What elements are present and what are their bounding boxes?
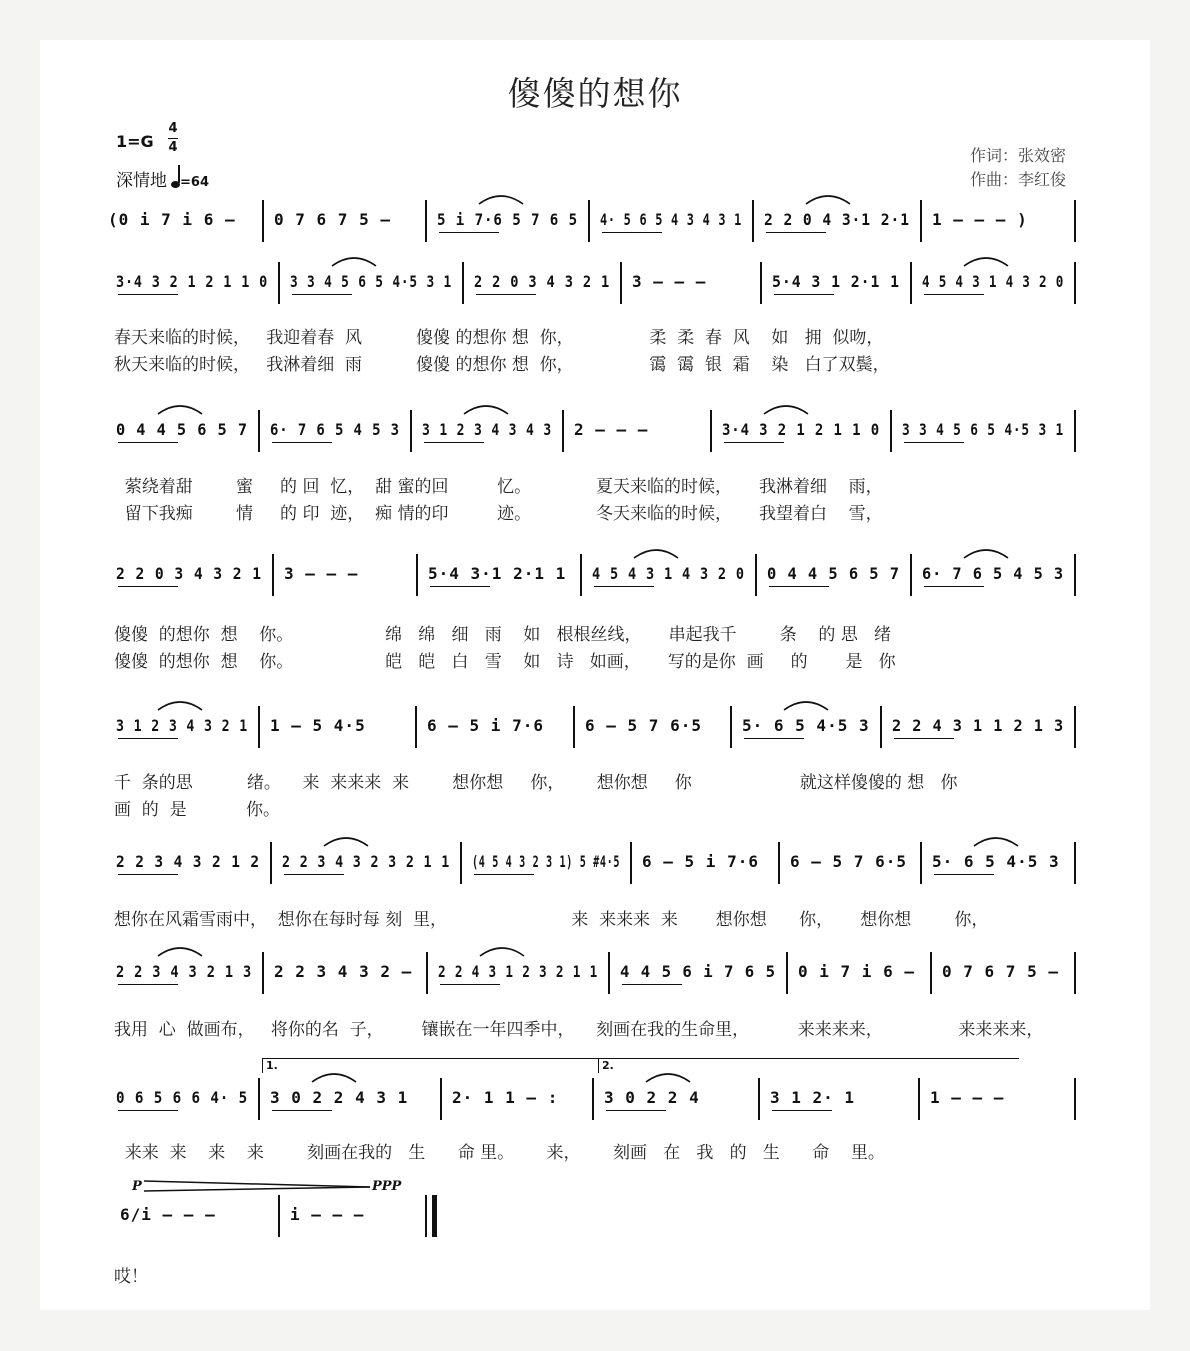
- bar-line: [1074, 952, 1076, 994]
- slur-mark: [478, 944, 526, 958]
- beam-line: [474, 874, 534, 875]
- measure-notes: 2 2 0 4 3·1 2·1: [764, 210, 910, 229]
- measure-notes: 4 4 5 6 i 7 6 5: [620, 962, 776, 981]
- measure-notes: 3 1 2 3 4 3 4 3: [422, 420, 552, 439]
- measure-notes: 6 – 5 7 6·5: [585, 716, 702, 735]
- beam-line: [602, 232, 662, 233]
- measure-notes: 0 7 6 7 5 –: [274, 210, 391, 229]
- beam-line: [284, 874, 344, 875]
- bar-line: [786, 952, 788, 994]
- decrescendo-hairpin: [142, 1179, 372, 1193]
- measure-notes: 3 1 2· 1: [770, 1088, 856, 1107]
- measure-notes: 2 2 3 4 3 2 1 3: [116, 962, 253, 981]
- measure-notes: 5·4 3 1 2·1 1: [772, 272, 901, 291]
- composer: 作曲：李红俊: [970, 170, 1067, 189]
- measure-notes: 5· 6 5 4·5 3: [932, 852, 1060, 871]
- bar-line: [278, 1195, 280, 1237]
- measure-notes: 6· 7 6 5 4 5 3: [922, 564, 1065, 583]
- bar-line: [562, 410, 564, 452]
- measure-notes: 6/i – – –: [120, 1205, 216, 1224]
- bar-line: [410, 410, 412, 452]
- lyric-line: 傻傻 的想你 想 你。 绵 绵 细 雨 如 根根丝线， 串起我千 条 的 思 绪: [114, 625, 892, 645]
- bar-line: [730, 706, 732, 748]
- lyric-line: 春天来临的时候， 我迎着春 风 傻傻 的想你 想 你， 柔 柔 春 风 如 拥 似吻，: [114, 328, 884, 348]
- measure-notes: 5 i 7·6 5 7 6 5: [437, 210, 578, 229]
- beam-line: [904, 442, 964, 443]
- bar-line: [1074, 1078, 1076, 1120]
- measure-notes: 0 7 6 7 5 –: [942, 962, 1059, 981]
- bar-line: [1074, 554, 1076, 596]
- beam-line: [440, 984, 500, 985]
- closing-bar-line: [1074, 200, 1076, 242]
- bar-line: [270, 842, 272, 884]
- measure-notes: 0 6 5 6 6 4· 5: [116, 1088, 249, 1107]
- slur-mark: [156, 402, 204, 416]
- measure-notes: 2 2 4 3 1 2 3 2 1 1: [438, 962, 599, 981]
- measure-notes: 3 1 2 3 4 3 2 1: [116, 716, 249, 735]
- beam-line: [774, 294, 834, 295]
- slur-mark: [156, 698, 204, 712]
- tempo-marking: [116, 166, 209, 191]
- beam-line: [606, 1110, 666, 1111]
- beam-line: [272, 442, 332, 443]
- beam-line: [439, 232, 499, 233]
- beam-line: [430, 586, 490, 587]
- final-bar-thin: [425, 1195, 427, 1237]
- measure-notes: 3 0 2 2 4 3 1: [270, 1088, 409, 1107]
- beam-line: [769, 586, 829, 587]
- slur-mark: [782, 698, 830, 712]
- measure-notes: 3·4 3 2 1 2 1 1 0: [116, 272, 269, 291]
- beam-line: [772, 1110, 832, 1111]
- bar-line: [918, 1078, 920, 1120]
- bar-line: [573, 706, 575, 748]
- measure-notes: 5· 6 5 4·5 3: [742, 716, 870, 735]
- measure-notes: 4 5 4 3 1 4 3 2 0: [922, 272, 1065, 291]
- measure-notes: 0 4 4 5 6 5 7: [767, 564, 900, 583]
- bar-line: [710, 410, 712, 452]
- beam-line: [118, 1110, 178, 1111]
- measure-notes: 6 – 5 i 7·6: [642, 852, 759, 871]
- measure-notes: 3 3 4 5 6 5 4·5 3 1: [290, 272, 453, 291]
- bar-line: [416, 554, 418, 596]
- beam-line: [924, 294, 984, 295]
- lyric-line: 秋天来临的时候， 我淋着细 雨 傻傻 的想你 想 你， 霭 霭 银 霜 染 白了双鬓，: [114, 355, 890, 375]
- beam-line: [766, 232, 826, 233]
- slur-mark: [632, 546, 680, 560]
- beam-line: [476, 294, 536, 295]
- beam-line: [424, 442, 484, 443]
- beam-line: [118, 984, 178, 985]
- bar-line: [258, 410, 260, 452]
- measure-notes: 2 2 0 3 4 3 2 1: [116, 564, 262, 583]
- measure-notes: 2 2 3 4 3 2 1 2: [116, 852, 261, 871]
- slur-mark: [477, 192, 525, 206]
- bar-line: [262, 952, 264, 994]
- volta-bracket: [598, 1058, 1019, 1073]
- measure-notes: 6 – 5 i 7·6: [427, 716, 544, 735]
- lyric-line: 想你在风霜雪雨中， 想你在每时每 刻 里， 来 来来来 来 想你想 你， 想你想 你，: [114, 910, 989, 930]
- bar-line: [758, 1078, 760, 1120]
- measure-notes: (0 i 7 i 6 –: [108, 210, 236, 229]
- bar-line: [415, 706, 417, 748]
- slur-mark: [462, 402, 510, 416]
- lyric-line: 千 条的思 绪。 来 来来来 来 想你想 你， 想你想 你 就这样傻傻的 想 你: [114, 773, 958, 793]
- credits: [970, 144, 1066, 192]
- dynamic-end: PPP: [372, 1179, 402, 1194]
- lyric-line: 傻傻 的想你 想 你。 皑 皑 白 雪 如 诗 如画， 写的是你 画 的 是 你: [114, 652, 896, 672]
- measure-notes: 2· 1 1 – :: [452, 1088, 559, 1107]
- bar-line: [620, 262, 622, 304]
- bar-line: [462, 262, 464, 304]
- beam-line: [934, 874, 994, 875]
- lyric-line: 留下我痴 情 的 印 迹， 痴 情的印 迹。 冬天来临的时候， 我望着白 雪，: [114, 504, 883, 524]
- lyric-line: 画 的 是 你。: [114, 800, 281, 820]
- volta-label: 1.: [266, 1059, 278, 1072]
- bar-line: [1074, 410, 1076, 452]
- time-bottom: 4: [168, 140, 178, 155]
- measure-notes: 2 2 3 4 3 2 –: [274, 962, 413, 981]
- measure-notes: 2 2 0 3 4 3 2 1: [474, 272, 611, 291]
- measure-notes: 6· 7 6 5 4 5 3: [270, 420, 400, 439]
- bar-line: [880, 706, 882, 748]
- volta-bracket: [262, 1058, 599, 1073]
- slur-mark: [322, 834, 370, 848]
- slur-mark: [156, 944, 204, 958]
- bar-line: [425, 200, 427, 242]
- lyric-line: 萦绕着甜 蜜 的 回 忆， 甜 蜜的回 忆。 夏天来临的时候， 我淋着细 雨，: [114, 477, 883, 497]
- volta-label: 2.: [602, 1059, 614, 1072]
- time-signature: [168, 120, 178, 157]
- lyric-line: 哎！: [114, 1267, 148, 1287]
- score-sheet: [40, 40, 1150, 1310]
- slur-mark: [962, 546, 1010, 560]
- bar-line: [460, 842, 462, 884]
- bar-line: [426, 952, 428, 994]
- measure-notes: i – – –: [290, 1205, 365, 1224]
- final-bar-line: [432, 1195, 437, 1237]
- bpm-value: =64: [180, 175, 209, 190]
- beam-line: [118, 294, 178, 295]
- measure-notes: 2 – – –: [574, 420, 649, 439]
- key-signature: 1=G: [116, 132, 154, 151]
- beam-line: [894, 738, 954, 739]
- bar-line: [910, 554, 912, 596]
- bar-line: [920, 842, 922, 884]
- slur-mark: [330, 254, 378, 268]
- beam-line: [622, 984, 682, 985]
- bar-line: [1074, 842, 1076, 884]
- measure-notes: 2 2 3 4 3 2 3 2 1 1: [282, 852, 451, 871]
- measure-notes: 3 – – –: [632, 272, 707, 291]
- measure-notes: 3 – – –: [284, 564, 359, 583]
- bar-line: [440, 1078, 442, 1120]
- beam-line: [118, 586, 178, 587]
- bar-line: [258, 706, 260, 748]
- measure-notes: (4 5 4 3 2 3 1) 5 #4·5: [472, 852, 621, 871]
- beam-line: [724, 442, 784, 443]
- bar-line: [752, 200, 754, 242]
- measure-notes: 3 3 4 5 6 5 4·5 3 1: [902, 420, 1065, 439]
- beam-line: [924, 586, 984, 587]
- slur-mark: [962, 254, 1010, 268]
- bar-line: [278, 262, 280, 304]
- measure-notes: 5·4 3·1 2·1 1: [428, 564, 567, 583]
- measure-notes: 2 2 4 3 1 1 2 1 3: [892, 716, 1065, 735]
- beam-line: [292, 294, 352, 295]
- measure-notes: 3·4 3 2 1 2 1 1 0: [722, 420, 880, 439]
- beam-line: [744, 738, 804, 739]
- bar-line: [580, 554, 582, 596]
- expression-text: 深情地: [116, 171, 167, 191]
- measure-notes: 4· 5 6 5 4 3 4 3 1: [600, 210, 743, 229]
- bar-line: [755, 554, 757, 596]
- bar-line: [890, 410, 892, 452]
- slur-mark: [804, 192, 852, 206]
- song-title: 傻傻的想你: [507, 74, 683, 113]
- beam-line: [272, 1110, 332, 1111]
- bar-line: [592, 1078, 594, 1120]
- bar-line: [930, 952, 932, 994]
- lyric-line: 来来 来 来 来 刻画在我的 生 命 里。 来， 刻画 在 我 的 生 命 里。: [114, 1143, 885, 1163]
- measure-notes: 1 – – –: [930, 1088, 1005, 1107]
- beam-line: [594, 586, 654, 587]
- measure-notes: 1 – 5 4·5: [270, 716, 366, 735]
- bar-line: [262, 200, 264, 242]
- measure-notes: 0 4 4 5 6 5 7: [116, 420, 249, 439]
- measure-notes: 4 5 4 3 1 4 3 2 0: [592, 564, 745, 583]
- measure-notes: 1 – – – ): [932, 210, 1028, 229]
- bar-line: [920, 200, 922, 242]
- bar-line: [258, 1078, 260, 1120]
- lyric-line: 我用 心 做画布， 将你的名 子， 镶嵌在一年四季中， 刻画在我的生命里， 来来来来， 来来来来，: [114, 1020, 1044, 1040]
- slur-mark: [972, 834, 1020, 848]
- bar-line: [272, 554, 274, 596]
- measure-notes: 6 – 5 7 6·5: [790, 852, 907, 871]
- bar-line: [630, 842, 632, 884]
- bar-line: [760, 262, 762, 304]
- time-top: 4: [168, 121, 178, 136]
- lyricist: 作词：张效密: [970, 146, 1067, 165]
- bar-line: [588, 200, 590, 242]
- bar-line: [1074, 262, 1076, 304]
- measure-notes: 0 i 7 i 6 –: [798, 962, 915, 981]
- bar-line: [608, 952, 610, 994]
- beam-line: [118, 738, 178, 739]
- beam-line: [118, 442, 178, 443]
- bar-line: [778, 842, 780, 884]
- beam-line: [118, 874, 178, 875]
- bar-line: [910, 262, 912, 304]
- bar-line: [1074, 706, 1076, 748]
- dynamic-start: P: [132, 1179, 142, 1194]
- slur-mark: [762, 402, 810, 416]
- measure-notes: 3 0 2 2 4: [604, 1088, 700, 1107]
